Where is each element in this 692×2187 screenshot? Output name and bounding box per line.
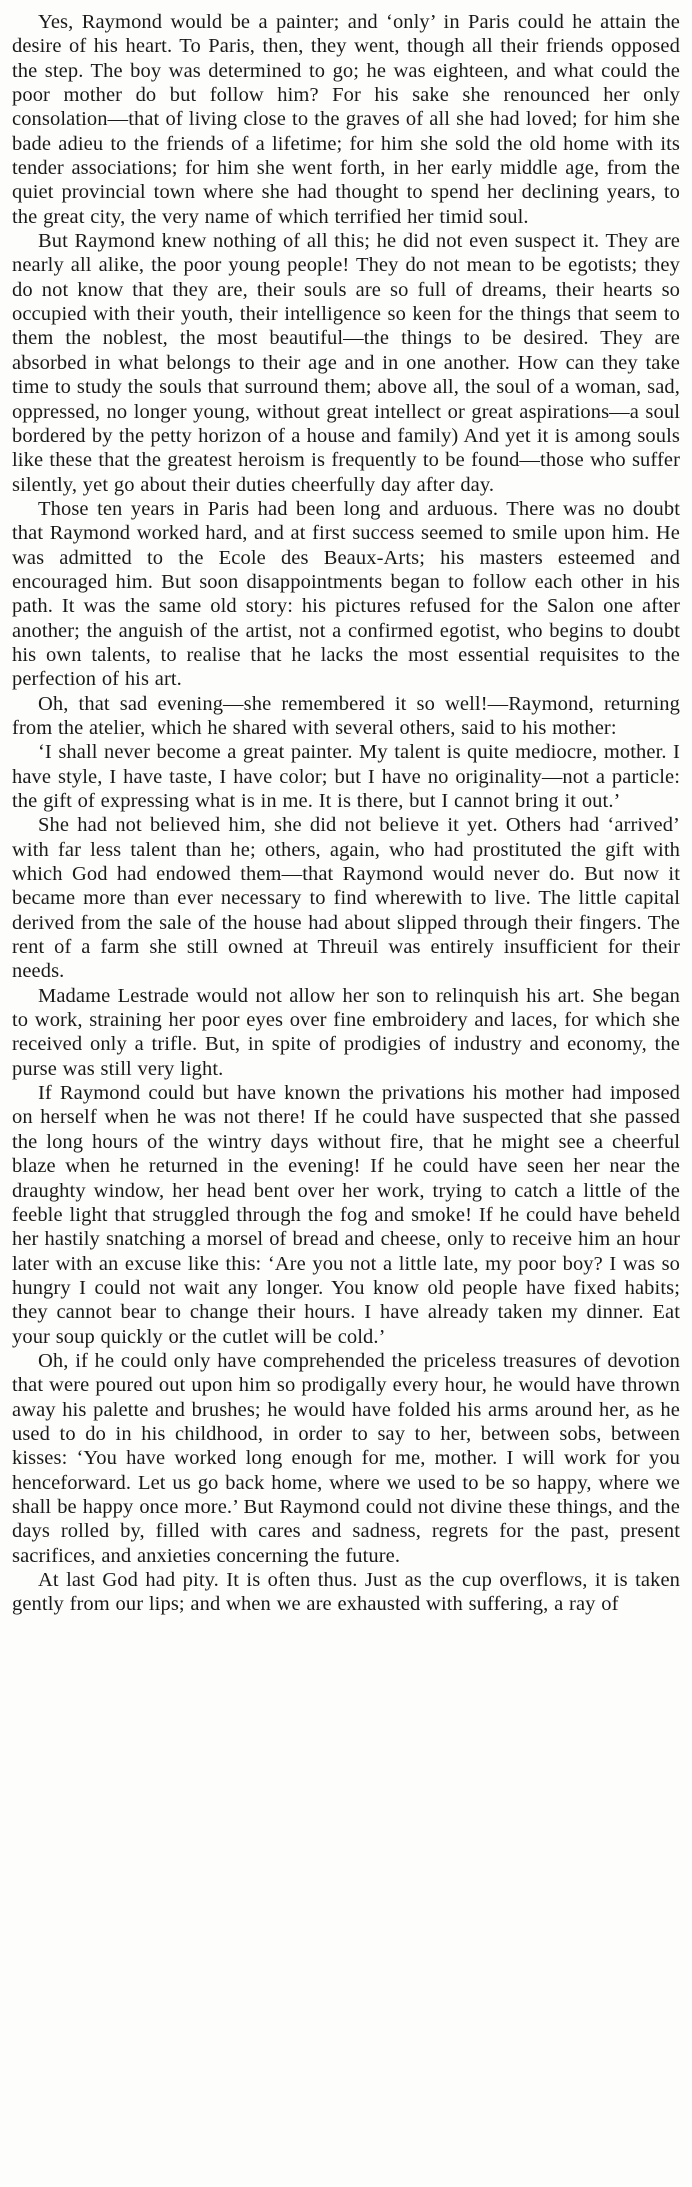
paragraph-4: Oh, that sad evening—she remembered it so well!—Raymond, returning from the atelier, which he shared with several others, said to his mother: — [12, 692, 680, 739]
paragraph-2: But Raymond knew nothing of all this; he did not even suspect it. They are nearly all alike, the poor young people! They do not mean to be egotists; they do not know that they are, their souls are so full of dreams, their hearts so occupied with their youth, their intelligence so keen for the things that seem to them the noblest, the most beautiful—the things to be desired. They are absorbed in what belongs to their age and in one another. How can they take time to study the souls that surround them; above all, the soul of a woman, sad, oppressed, no longer young, without great intellect or great aspirations—a soul bordered by the petty horizon of a house and family) And yet it is among souls like these that the greatest heroism is frequently to be found—those who suffer silently, yet go about their duties cheerfully day after day. — [12, 230, 680, 496]
paragraph-10: At last God had pity. It is often thus. Just as the cup overflows, it is taken gently from our lips; and when we are exhausted with suffering, a ray of — [12, 1569, 680, 1616]
paragraph-1: Yes, Raymond would be a painter; and ‘only’ in Paris could he attain the desire of his heart. To Paris, then, they went, though all their friends opposed the step. The boy was determined to go; he was eighteen, and what could the poor mother do but follow him? For his sake she renounced her only consolation—that of living close to the graves of all she had loved; for him she bade adieu to the friends of a lifetime; for him she sold the old home with its tender associations; for him she went forth, in her early middle age, from the quiet provincial town where she had thought to spend her declining years, to the great city, the very name of which terrified her timid soul. — [12, 11, 680, 228]
paragraph-6: She had not believed him, she did not believe it yet. Others had ‘arrived’ with far less talent than he; others, again, who had prostituted the gift with which God had endowed them—that Raymond would never do. But now it became more than ever necessary to find wherewith to live. The little capital derived from the sale of the house had about slipped through their fingers. The rent of a farm she still owned at Threuil was entirely insufficient for their needs. — [12, 814, 680, 983]
paragraph-9: Oh, if he could only have comprehended the priceless treasures of devotion that were poured out upon him so prodigally every hour, he would have thrown away his palette and brushes; he would have folded his arms around her, as he used to do in his childhood, in order to say to her, between sobs, between kisses: ‘You have worked long enough for me, mother. I will work for you henceforward. Let us go back home, where we used to be so happy, where we shall be happy once more.’ But Raymond could not divine these things, and the days rolled by, filled with cares and sadness, regrets for the past, present sacrifices, and anxieties concerning the future. — [12, 1349, 680, 1567]
paragraph-5: ‘I shall never become a great painter. My talent is quite mediocre, mother. I have style, I have taste, I have color; but I have no originality—not a particle: the gift of expressing what is in me. It is there, but I cannot bring it out.’ — [12, 741, 680, 812]
paragraph-3: Those ten years in Paris had been long and arduous. There was no doubt that Raymond worked hard, and at first success seemed to smile upon him. He was admitted to the Ecole des Beaux-Arts; his masters esteemed and encouraged him. But soon disappointments began to follow each other in his path. It was the same old story: his pictures refused for the Salon one after another; the anguish of the artist, not a confirmed egotist, who begins to doubt his own talents, to realise that he lacks the most essential requisites to the perfection of his art. — [12, 497, 680, 691]
paragraph-8: If Raymond could but have known the privations his mother had imposed on herself when he was not there! If he could have suspected that she passed the long hours of the wintry days without fire, that he might see a cheerful blaze when he returned in the evening! If he could have seen her near the draughty window, her head bent over her work, trying to catch a little of the feeble light that struggled through the fog and smoke! If he could have beheld her hastily snatching a morsel of bread and cheese, only to receive him an hour later with an excuse like this: ‘Are you not a little late, my poor boy? I was so hungry I could not wait any longer. You know old people have fixed habits; they cannot bear to change their hours. I have already taken my dinner. Eat your soup quickly or the cutlet will be cold.’ — [12, 1082, 680, 1348]
paragraph-7: Madame Lestrade would not allow her son to relinquish his art. She began to work, straining her poor eyes over fine embroidery and laces, for which she received only a trifle. But, in spite of prodigies of industry and economy, the purse was still very light. — [12, 984, 680, 1080]
